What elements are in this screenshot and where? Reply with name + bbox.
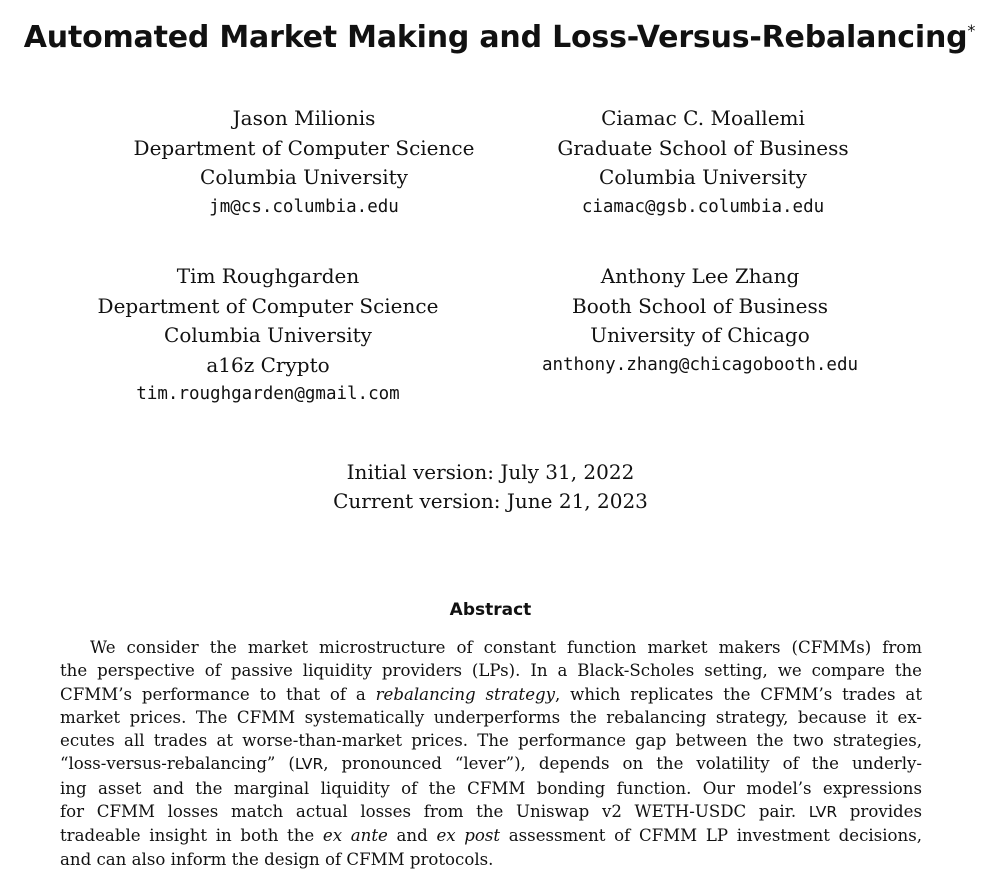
author-block-zhang <box>470 262 930 380</box>
author-affiliation: Columbia University <box>164 323 372 347</box>
abstract-line: and can also inform the design of CFMM protocols. <box>60 849 494 869</box>
lvr-acronym: LVR <box>808 803 838 822</box>
abstract-line: market prices. The CFMM systematically underperforms the rebalancing strategy, because it ex- <box>60 707 922 727</box>
abstract-line: for CFMM losses match actual losses from the Uniswap v2 WETH-USDC pair. LVR provides <box>60 802 922 822</box>
author-block-roughgarden <box>38 262 498 410</box>
abstract-heading: Abstract <box>449 600 532 620</box>
author-email[interactable]: ciamac@gsb.columbia.edu <box>581 196 825 217</box>
author-affiliation: University of Chicago <box>590 323 810 347</box>
initial-version: Initial version: July 31, 2022 <box>346 460 635 484</box>
abstract-line: ing asset and the marginal liquidity of the CFMM bonding function. Our model’s expressions <box>60 778 922 798</box>
author-email[interactable]: tim.roughgarden@gmail.com <box>136 384 400 404</box>
author-block-milionis <box>74 104 534 222</box>
abstract-line: ecutes all trades at worse-than-market prices. The performance gap between the two strategies, <box>60 731 922 751</box>
abstract-body <box>60 636 922 871</box>
emphasis-rebalancing-strategy: rebalancing strategy <box>375 684 556 704</box>
author-email[interactable]: jm@cs.columbia.edu <box>209 196 399 217</box>
author-affiliation: Columbia University <box>200 165 408 189</box>
author-email[interactable]: anthony.zhang@chicagobooth.edu <box>541 354 859 375</box>
abstract-line: CFMM’s performance to that of a rebalancing strategy, which replicates the CFMM’s trades at <box>60 684 922 704</box>
author-affiliation: Department of Computer Science <box>97 293 439 318</box>
version-dates <box>0 458 981 516</box>
paper-title-text: Automated Market Making and Loss-Versus-Rebalancing <box>23 20 968 55</box>
author-affiliation: Graduate School of Business <box>557 135 849 160</box>
author-affiliation: Department of Computer Science <box>133 135 475 160</box>
current-version: Current version: June 21, 2023 <box>333 489 648 513</box>
abstract-line: the perspective of passive liquidity providers (LPs). In a Black-Scholes setting, we compare the <box>60 661 922 681</box>
author-affiliation: Booth School of Business <box>572 293 828 318</box>
author-affiliation: Columbia University <box>599 165 807 189</box>
author-name: Jason Milionis <box>232 106 376 130</box>
lvr-acronym: LVR <box>294 755 324 774</box>
abstract-line: We consider the market microstructure of constant function market makers (CFMMs) from <box>90 638 922 657</box>
abstract-line: tradeable insight in both the ex ante and ex post assessment of CFMM LP investment decisions, <box>60 826 922 846</box>
emphasis-ex-ante: ex ante <box>322 826 388 846</box>
author-name: Anthony Lee Zhang <box>600 264 800 288</box>
emphasis-ex-post: ex post <box>436 826 501 846</box>
author-affiliation: a16z Crypto <box>206 352 330 377</box>
author-block-moallemi <box>473 104 933 222</box>
title-footnote-mark: * <box>967 21 976 40</box>
author-name: Ciamac C. Moallemi <box>601 106 805 130</box>
author-name: Tim Roughgarden <box>176 264 360 288</box>
abstract-line: “loss-versus-rebalancing” (LVR, pronounced “lever”), depends on the volatility of the underly- <box>60 754 922 774</box>
paper-title <box>0 20 999 55</box>
